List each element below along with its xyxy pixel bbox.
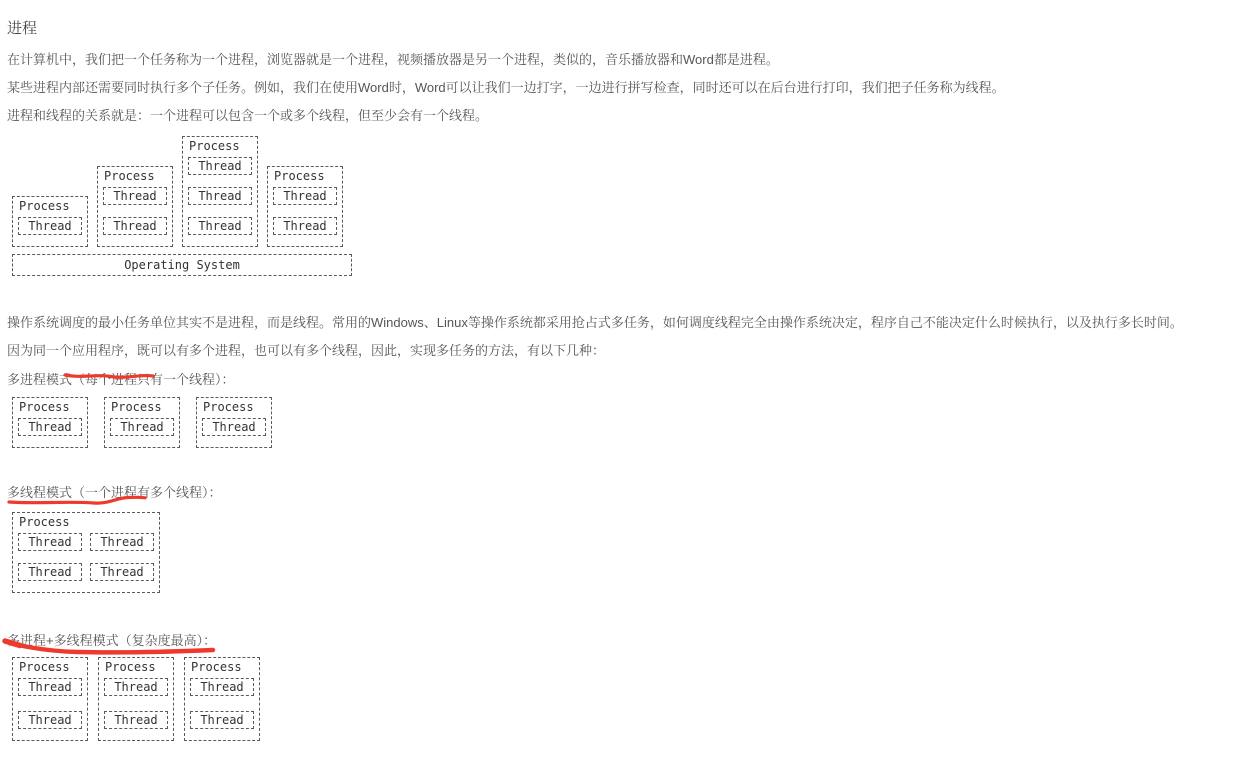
paragraph-multitask-intro: 因为同一个应用程序，既可以有多个进程，也可以有多个线程，因此，实现多任务的方法，有以下几种： [7, 343, 606, 358]
process-label: Process [19, 199, 70, 213]
process-label: Process [189, 139, 240, 153]
thread-box: Thread [18, 563, 82, 581]
thread-box: Thread [103, 217, 167, 235]
paragraph-intro-1: 在计算机中，我们把一个任务称为一个进程，浏览器就是一个进程，视频播放器是另一个进程，类似的，音乐播放器和Word都是进程。 [7, 52, 779, 67]
thread-box: Thread [103, 187, 167, 205]
operating-system-bar: Operating System [12, 254, 352, 276]
thread-box: Thread [202, 418, 266, 436]
thread-box: Thread [18, 217, 82, 235]
thread-box: Thread [190, 711, 254, 729]
process-box [184, 657, 260, 741]
process-box [12, 512, 160, 593]
diagram-multi-process-thread [12, 657, 260, 741]
thread-box: Thread [90, 533, 154, 551]
process-box [97, 166, 173, 247]
paragraph-intro-2: 某些进程内部还需要同时执行多个子任务。例如，我们在使用Word时，Word可以让我们一边打字，一边进行拼写检查，同时还可以在后台进行打印，我们把子任务称为线程。 [7, 80, 1005, 95]
thread-box: Thread [188, 157, 252, 175]
process-box [196, 397, 272, 448]
process-box [104, 397, 180, 448]
process-box [12, 196, 88, 247]
thread-box: Thread [110, 418, 174, 436]
thread-box: Thread [273, 217, 337, 235]
thread-box: Thread [104, 711, 168, 729]
thread-box: Thread [104, 678, 168, 696]
thread-box: Thread [188, 217, 252, 235]
thread-box: Thread [190, 678, 254, 696]
paragraph-scheduling: 操作系统调度的最小任务单位其实不是进程，而是线程。常用的Windows、Linux等操作系统都采用抢占式多任务，如何调度线程完全由操作系统决定，程序自己不能决定什么时候执行，以及执行多长时间。 [7, 315, 1183, 330]
diagram-os-overview [12, 136, 352, 276]
process-label: Process [111, 400, 162, 414]
process-label: Process [191, 660, 242, 674]
process-label: Process [19, 400, 70, 414]
thread-box: Thread [273, 187, 337, 205]
section-label-multi-thread: 多线程模式（一个进程有多个线程）： [7, 485, 222, 500]
paragraph-intro-3: 进程和线程的关系就是：一个进程可以包含一个或多个线程，但至少会有一个线程。 [7, 108, 489, 123]
process-label: Process [274, 169, 325, 183]
section-label-multi-process-thread: 多进程+多线程模式（复杂度最高）： [7, 633, 217, 648]
thread-box: Thread [18, 418, 82, 436]
thread-box: Thread [18, 678, 82, 696]
thread-grid [18, 533, 154, 581]
process-label: Process [105, 660, 156, 674]
thread-box: Thread [18, 711, 82, 729]
diagram-multi-process [12, 397, 272, 448]
process-label: Process [19, 515, 70, 529]
diagram-multi-thread [12, 512, 160, 593]
process-box [12, 657, 88, 741]
process-box [12, 397, 88, 448]
process-label: Process [203, 400, 254, 414]
process-box [267, 166, 343, 247]
thread-box: Thread [90, 563, 154, 581]
process-box [182, 136, 258, 247]
process-box [98, 657, 174, 741]
process-row [12, 136, 352, 247]
thread-box: Thread [18, 533, 82, 551]
thread-box: Thread [188, 187, 252, 205]
section-label-multi-process: 多进程模式（每个进程只有一个线程）： [7, 372, 235, 387]
process-label: Process [19, 660, 70, 674]
process-label: Process [104, 169, 155, 183]
page-title: 进程 [7, 20, 38, 38]
